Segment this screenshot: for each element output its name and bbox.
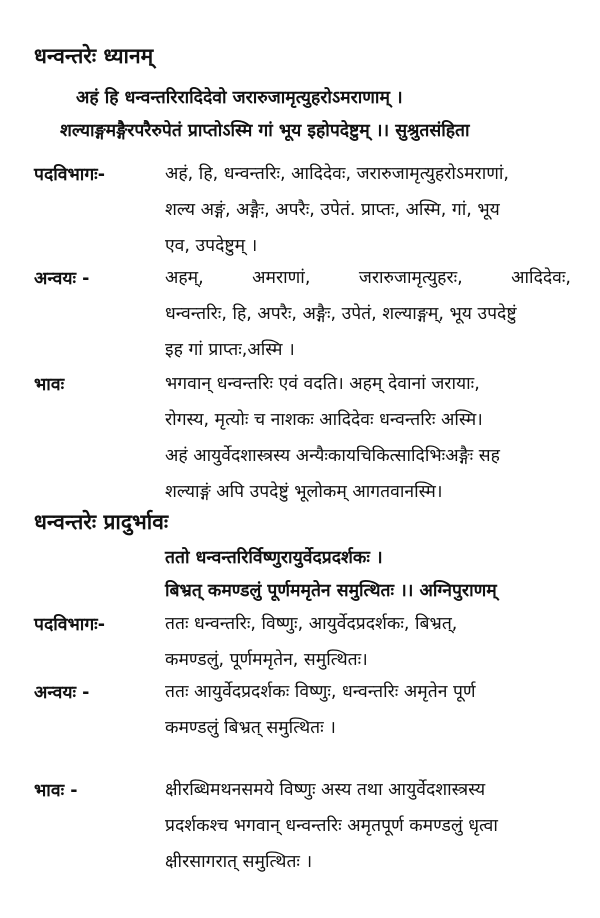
padavibhaga-label-1: पदविभागः-: [34, 165, 105, 185]
anvaya-label-2: अन्वयः -: [34, 683, 90, 703]
text-line: ततः धन्वन्तरिः, विष्णुः, आयुर्वेदप्रदर्शकः, बिभ्रत्,: [165, 614, 458, 634]
padavibhaga-text-2: [165, 606, 571, 678]
anvaya-label-1: अन्वयः -: [34, 269, 90, 289]
text-line: भगवान् धन्वन्तरिः एवं वदति। अहम् देवानां जरायाः,: [165, 374, 480, 394]
verse-2-line-1: ततो धन्वन्तरिर्विष्णुरायुर्वेदप्रदर्शकः ।: [165, 548, 383, 568]
text-line: एव, उपदेष्टुम् ।: [165, 236, 258, 256]
text-line: प्रदर्शकश्च भगवान् धन्वन्तरिः अमृतपूर्ण कमण्डलुं धृत्वा: [165, 816, 498, 836]
text-line: ततः आयुर्वेदप्रदर्शकः विष्णुः, धन्वन्तरिः अमृतेन पूर्ण: [165, 682, 476, 702]
text-line: धन्वन्तरिः, हि, अपरैः, अङ्गैः, उपेतं, शल्याङ्गम्, भूय उपदेष्टुं: [165, 304, 517, 324]
verse-2-line-2: बिभ्रत् कमण्डलुं पूर्णममृतेन समुत्थितः ।। अग्निपुराणम्: [165, 581, 497, 601]
verse-1-line-1: अहं हि धन्वन्तरिरादिदेवो जरारुजामृत्युहरोऽमराणाम् ।: [76, 88, 403, 108]
padavibhaga-label-2: पदविभागः-: [34, 615, 105, 635]
anvaya-text-1: [165, 260, 571, 368]
padavibhaga-text-1: [165, 156, 571, 264]
bhava-text-1: [165, 366, 571, 510]
text-line: कमण्डलुं बिभ्रत् समुत्थितः ।: [165, 718, 336, 738]
bhava-text-2: [165, 772, 571, 880]
verse-1-line-2: शल्याङ्गमङ्गैरपरैरुपेतं प्राप्तोऽस्मि गां भूय इहोपदेष्टुम् ।। सुश्रुतसंहिता: [60, 121, 470, 141]
text-line: रोगस्य, मृत्योः च नाशकः आदिदेवः धन्वन्तरिः अस्मि।: [165, 410, 483, 430]
text-line: क्षीरसागरात् समुत्थितः ।: [165, 852, 313, 872]
text-line: अहं आयुर्वेदशास्त्रस्य अन्यैःकायचिकित्सादिभिःअङ्गैः सह: [165, 446, 500, 466]
bhava-label-1: भावः: [34, 375, 65, 395]
bhava-label-2: भावः -: [34, 781, 78, 801]
anvaya-text-2: [165, 674, 571, 746]
text-line: शल्य अङ्गं, अङ्गैः, अपरैः, उपेतं. प्राप्तः, अस्मि, गां, भूय: [165, 200, 500, 220]
text-line: कमण्डलुं, पूर्णममृतेन, समुत्थितः।: [165, 650, 368, 670]
section-2-title: धन्वन्तरेः प्रादुर्भावः: [34, 510, 169, 534]
text-line: शल्याङ्गं अपि उपदेष्टुं भूलोकम् आगतवानस्मि।: [165, 482, 443, 502]
text-line: क्षीरब्धिमथनसमये विष्णुः अस्य तथा आयुर्वेदशास्त्रस्य: [165, 780, 486, 800]
text-line: अहं, हि, धन्वन्तरिः, आदिदेवः, जरारुजामृत्युहरोऽमराणां,: [165, 164, 509, 184]
section-1-title: धन्वन्तरेः ध्यानम्: [34, 44, 154, 68]
text-line: इह गां प्राप्तः,अस्मि ।: [165, 340, 295, 360]
text-line: अहम्, अमराणां, जरारुजामृत्युहरः, आदिदेवः,: [165, 268, 571, 288]
